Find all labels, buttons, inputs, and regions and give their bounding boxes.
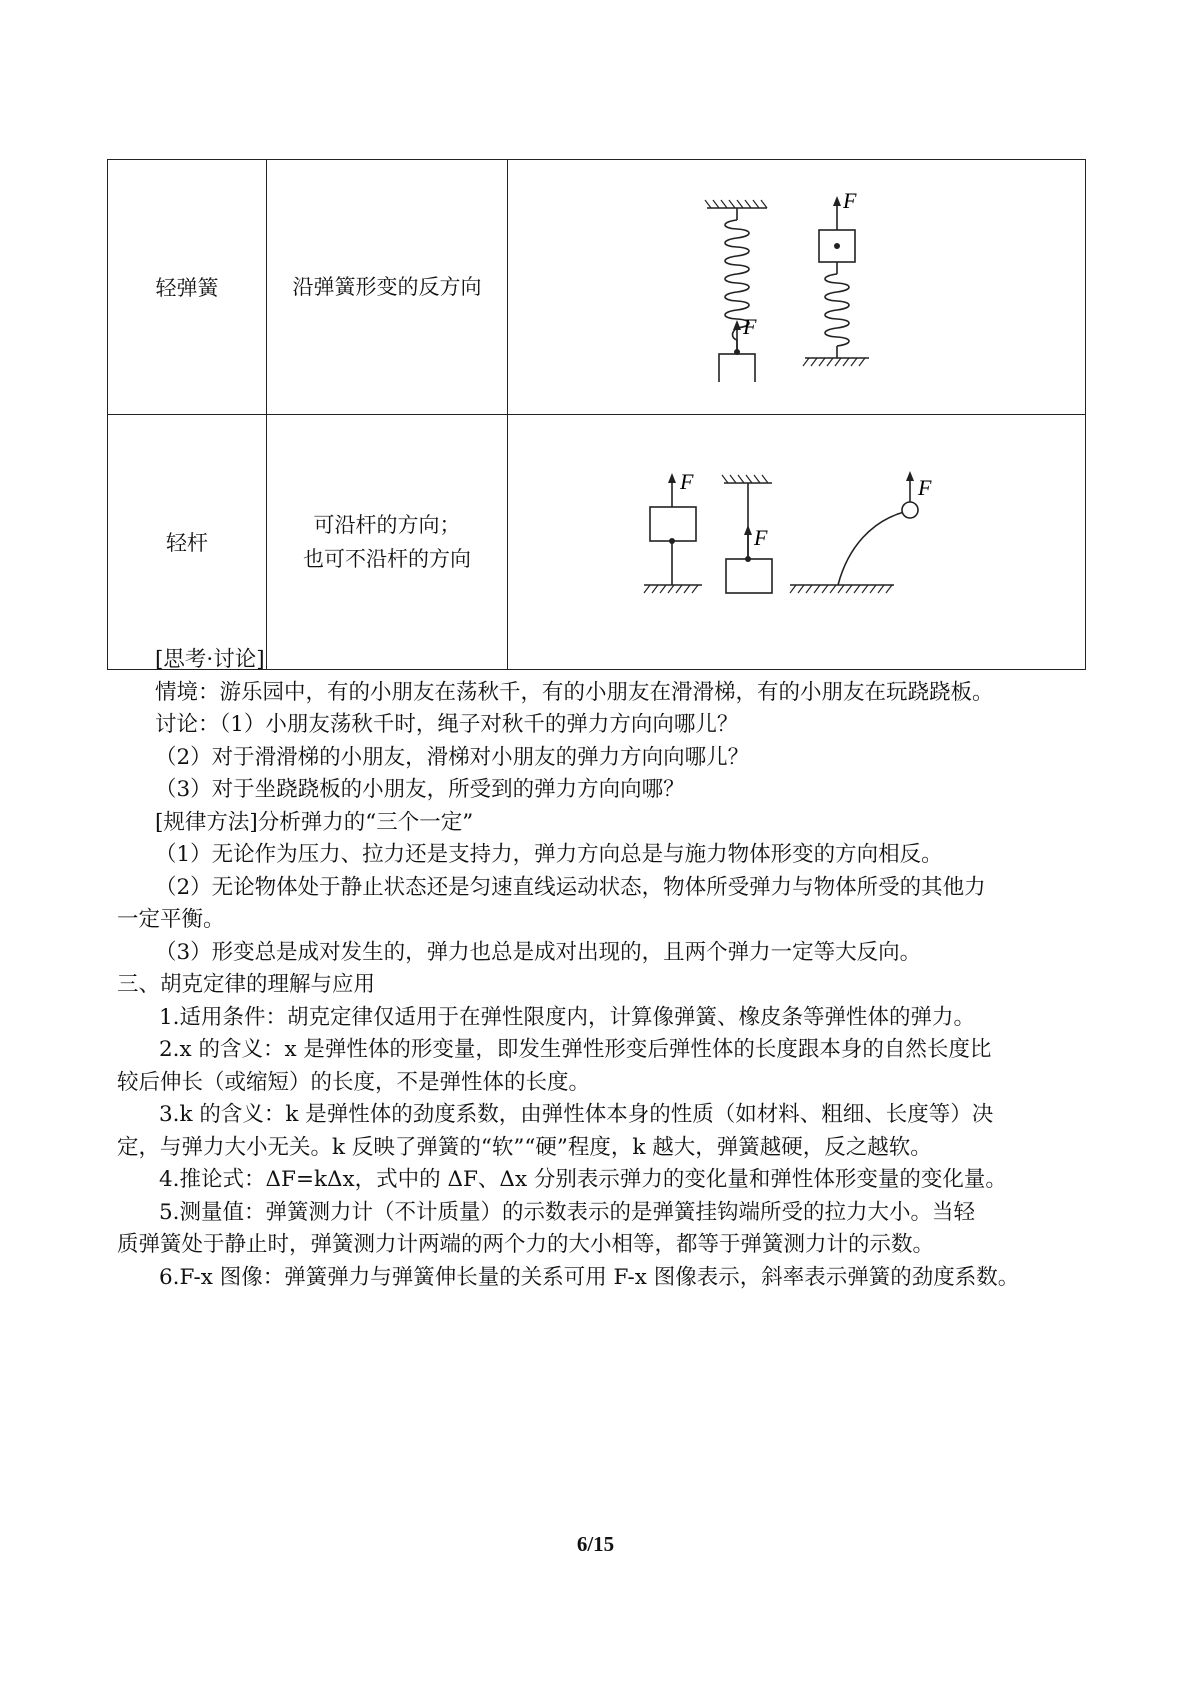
paragraph: 6.F-x 图像：弹簧弹力与弹簧伸长量的关系可用 F-x 图像表示，斜率表示弹簧的劲度系数。 xyxy=(159,1264,1020,1290)
paragraph: 定，与弹力大小无关。k 反映了弹簧的“软”“硬”程度，k 越大，弹簧越硬，反之越软。 xyxy=(117,1134,932,1160)
table-cell-figure xyxy=(508,415,1086,670)
direction-text: 沿弹簧形变的反方向 xyxy=(292,275,482,299)
paragraph: 较后伸长（或缩短）的长度，不是弹性体的长度。 xyxy=(117,1069,591,1095)
paragraph: 3.k 的含义：k 是弹性体的劲度系数，由弹性体本身的性质（如材料、粗细、长度等）决 xyxy=(159,1102,994,1127)
paragraph: （2）对于滑滑梯的小朋友，滑梯对小朋友的弹力方向向哪儿？ xyxy=(155,744,750,770)
direction-text xyxy=(267,508,507,576)
direction-line-2: 也可不沿杆的方向 xyxy=(303,547,471,571)
page-number: 6/15 xyxy=(576,1532,615,1556)
paragraph: 讨论：（1）小朋友荡秋千时，绳子对秋千的弹力方向向哪儿？ xyxy=(155,712,739,737)
paragraph: 4.推论式：ΔF=kΔx，式中的 ΔF、Δx 分别表示弹力的变化量和弹性体形变量的变化量。 xyxy=(159,1167,1007,1192)
spring-figure xyxy=(697,192,897,382)
table-cell-figure xyxy=(508,160,1086,415)
paragraph: （2）无论物体处于静止状态还是匀速直线运动状态，物体所受弹力与物体所受的其他力 xyxy=(155,874,986,900)
direction-line-1: 可沿杆的方向； xyxy=(313,513,461,537)
paragraph: 2.x 的含义：x 是弹性体的形变量，即发生弹性形变后弹性体的长度跟本身的自然长度比 xyxy=(159,1037,992,1062)
paragraph: （1）无论作为压力、拉力还是支持力，弹力方向总是与施力物体形变的方向相反。 xyxy=(155,842,943,867)
force-label: F xyxy=(679,469,693,494)
force-label: F xyxy=(917,475,931,500)
paragraph: 1.适用条件：胡克定律仅适用于在弹性限度内，计算像弹簧、橡皮条等弹性体的弹力。 xyxy=(159,1004,976,1030)
table-row xyxy=(108,160,1086,415)
paragraph: （3）对于坐跷跷板的小朋友，所受到的弹力方向向哪？ xyxy=(155,777,685,802)
force-label: F xyxy=(842,192,856,213)
elastic-force-table xyxy=(107,159,1086,670)
paragraph: 5.测量值：弹簧测力计（不计质量）的示数表示的是弹簧挂钩端所受的拉力大小。当轻 xyxy=(159,1199,976,1225)
section-heading: [思考·讨论] xyxy=(155,647,265,672)
paragraph: （3）形变总是成对发生的，弹力也总是成对出现的，且两个弹力一定等大反向。 xyxy=(155,939,922,965)
paragraph: 质弹簧处于静止时，弹簧测力计两端的两个力的大小相等，都等于弹簧测力计的示数。 xyxy=(117,1232,935,1257)
force-label: F xyxy=(742,314,756,339)
paragraph: 情境：游乐园中，有的小朋友在荡秋千，有的小朋友在滑滑梯，有的小朋友在玩跷跷板。 xyxy=(155,679,994,705)
table-cell-type: 轻杆 xyxy=(108,415,267,670)
force-label: F xyxy=(753,525,767,550)
standing-spring xyxy=(803,196,869,366)
rod-figure xyxy=(642,467,952,617)
paragraph: 一定平衡。 xyxy=(117,907,225,932)
table-cell-type: 轻弹簧 xyxy=(108,160,267,415)
hanging-spring xyxy=(705,200,767,382)
bent-rod-ball xyxy=(790,471,918,593)
table-cell-direction xyxy=(267,160,508,415)
section-heading: 三、胡克定律的理解与应用 xyxy=(117,972,376,997)
section-heading: [规律方法]分析弹力的“三个一定” xyxy=(155,809,474,835)
table-row xyxy=(108,415,1086,670)
table-cell-direction xyxy=(267,415,508,670)
body-text xyxy=(117,647,1087,1294)
